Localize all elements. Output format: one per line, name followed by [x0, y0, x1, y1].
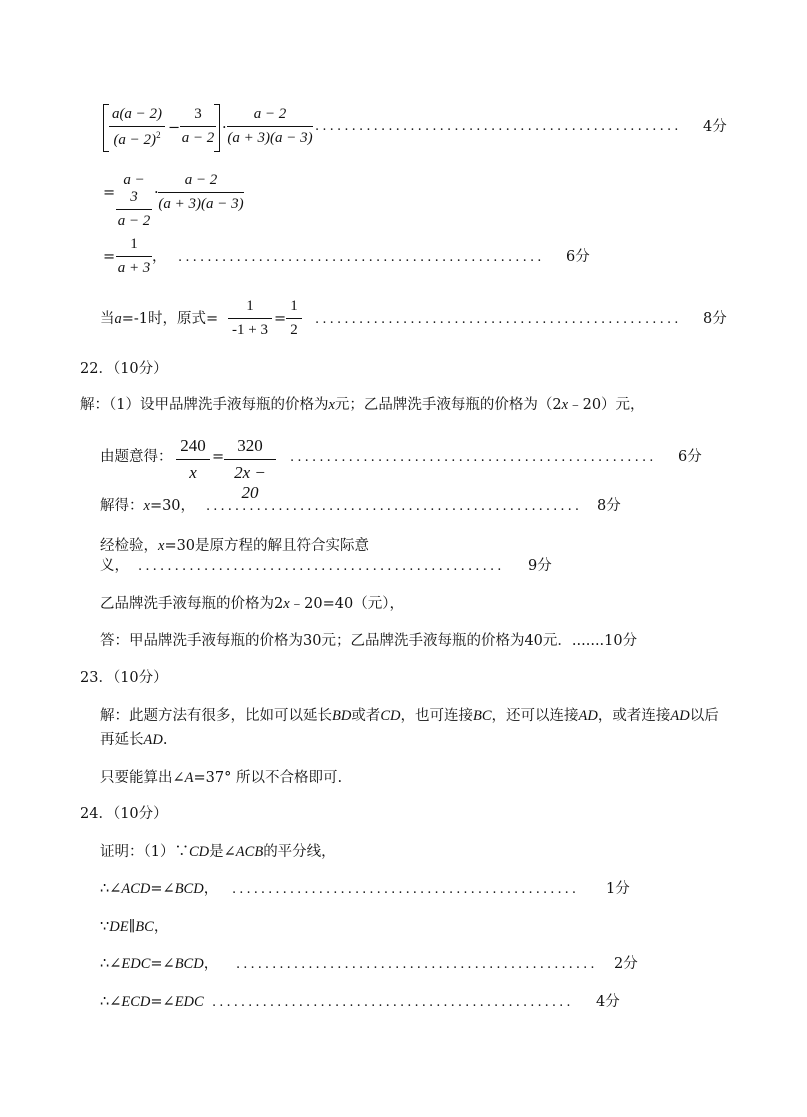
equals-sign: =	[103, 249, 116, 265]
score: 6分	[678, 449, 702, 465]
score: 8分	[597, 498, 621, 514]
leader-dots: ..................................................	[290, 450, 657, 465]
score: 2分	[614, 956, 638, 972]
answer-line: 答：甲品牌洗手液每瓶的价格为30元；乙品牌洗手液每瓶的价格为40元．.......10分	[100, 633, 638, 649]
score: 9分	[528, 558, 552, 574]
score: 4分	[703, 119, 727, 135]
proof-line-1: 证明：（1）∵CD是∠ACB的平分线，	[100, 844, 336, 860]
solution-line-3: 只要能算出∠A=37° 所以不合格即可.	[100, 770, 343, 786]
right-bracket	[214, 104, 220, 152]
leader-dots: ..................................................	[138, 559, 505, 574]
price-line: 乙品牌洗手液每瓶的价格为2x﹣20=40（元），	[100, 596, 404, 612]
check-line-cont: 义，	[100, 558, 129, 574]
equation-label: 由题意得：	[100, 449, 173, 465]
solution-line-2: 再延长AD.	[100, 732, 168, 748]
check-line: 经检验，x=30是原方程的解且符合实际意	[100, 538, 370, 554]
fraction-2: 3 a − 2	[181, 106, 215, 146]
score: 8分	[703, 311, 727, 327]
leader-dots: ....................................................	[206, 499, 583, 514]
leader-dots: ..................................................	[236, 957, 598, 972]
fraction-2: 1 2	[286, 298, 302, 339]
dot-operator: ·	[222, 120, 227, 136]
solution-line-1: 解：此题方法有很多，比如可以延长BD或者CD，也可连接BC，还可以连接AD，或者连接AD以后	[100, 708, 719, 724]
fraction-320: 320 2x − 20	[224, 436, 276, 503]
equals-sign: =	[103, 185, 116, 201]
proof-line-5: ∴∠ECD=∠EDC	[100, 994, 204, 1010]
solve-line: 解得：x=30，	[100, 498, 196, 514]
fraction-1: a(a − 2) $(a - 2)^2$	[109, 106, 165, 149]
fraction-2: a − 2 (a + 3)(a − 3)	[158, 172, 244, 212]
leader-dots: ..................................................	[315, 119, 682, 134]
proof-line-2: ∴∠ACD=∠BCD，	[100, 881, 219, 897]
question-heading: 24．（10分）	[80, 806, 168, 822]
fraction-3: a − 2 (a + 3)(a − 3)	[227, 106, 313, 146]
fraction-1: 1 -1 + 3	[228, 298, 272, 339]
score: 1分	[606, 881, 630, 897]
minus-sign: −	[168, 120, 181, 136]
equals-sign: =	[274, 311, 287, 327]
question-heading: 23．（10分）	[80, 670, 168, 686]
leader-dots: ..................................................	[178, 250, 545, 265]
proof-line-3: ∵DE∥BC，	[100, 919, 169, 935]
leader-dots: ..................................................	[315, 312, 682, 327]
score: 4分	[596, 994, 620, 1010]
score: 6分	[566, 249, 590, 265]
fraction-1: a − 3 a − 2	[117, 172, 151, 229]
substitution-text: 当a=-1时，原式=	[100, 311, 219, 327]
question-heading: 22．（10分）	[80, 361, 168, 377]
leader-dots: ..................................................	[212, 995, 574, 1010]
fraction: 1 a + 3	[117, 236, 151, 276]
proof-line-4: ∴∠EDC=∠BCD，	[100, 956, 219, 972]
fraction-240-over-x: 240 x	[176, 436, 210, 483]
solution-line-1: 解：（1）设甲品牌洗手液每瓶的价格为x元；乙品牌洗手液每瓶的价格为（2x﹣20）元，	[80, 397, 645, 413]
dot-operator: ·	[154, 185, 159, 201]
leader-dots: ................................................	[232, 882, 580, 897]
